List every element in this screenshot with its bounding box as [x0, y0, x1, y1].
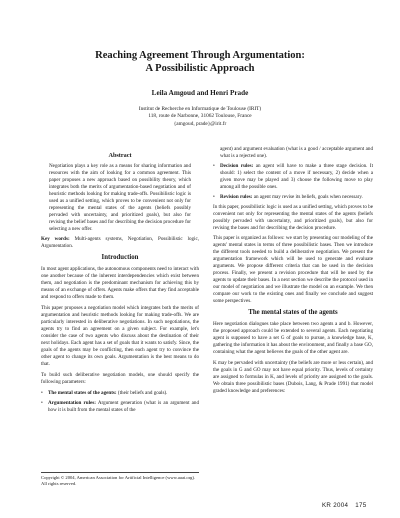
- bullet-decision-rules: [213, 163, 373, 191]
- title-line-1: Reaching Agreement Through Argumentation:: [95, 50, 305, 61]
- bullet-argumentation-continued: agent) and argument evaluation (what is a good / acceptable argument and what is a rejected one).: [220, 146, 373, 159]
- copyright-notice: Copyright © 2004, American Association for Artificial Intelligence (www.aaai.org). All rights reserved.: [41, 472, 199, 487]
- intro-paragraph-2: This paper proposes a negotiation model which integrates both the merits of argumentation and heuristic methods looking for making trade-offs. We are particularly interested in deliberative negotiations. In such negotiations, the agents try to find an agreement on a given subject. For example, let's consider the case of two agents who discuss about the destination of their next holidays. Each agent has a set of goals that it wants to satisfy. Since, the goals of the agents may be conflicting, then each agent try to convince the other agent to change its own goals. Argumentation is the best means to do that.: [41, 305, 199, 367]
- abstract-heading: Abstract: [108, 152, 132, 159]
- affiliation-line-1: Institut de Recherche en Informatique de Toulouse (IRIT): [138, 106, 262, 112]
- bullet-argumentation-rules: [41, 400, 199, 414]
- footer-page-number: 175: [355, 502, 367, 509]
- intro-paragraph-3: To build such deliberative negotiation models, one should specify the following parameters:: [41, 371, 199, 385]
- paper-title: [0, 50, 400, 75]
- bullet-argumentation-text: Argument generation (what is an argument and how it is built from the mental states of the: [48, 399, 199, 413]
- left-column: [41, 153, 199, 416]
- right-paragraph-1: In this paper, possibilistic logic is used as a unified setting, which proves to be convenient not only for representing the mental states of the agents (beliefs possibly pervaded with uncertainty, and prioritized goals), but also for revising the bases and for describing the decision procedure.: [213, 203, 373, 231]
- keywords-text: Multi-agents systems, Negotiation, Possibilistic logic, Argumentation.: [41, 236, 200, 250]
- affiliation-email: {amgoud, prade}@irit.fr: [173, 120, 227, 127]
- right-paragraph-4: K may be pervaded with uncertainty (the beliefs are more or less certain), and the goals in G and GO may not have equal priority. Thus, levels of certainty are assigned to formulas in K, and levels of priority are assigned to the goals. We obtain three possibilistic bases (Dubois, Lang, & Prade 1991) that model graded knowledge and preferences:: [213, 359, 373, 394]
- authors: Leila Amgoud and Henri Prade: [151, 89, 249, 97]
- abstract-text: Negotiation plays a key role as a means for sharing information and resources with the aim of looking for a common agreement. This paper proposes a new approach based on possibility theory, which integrates both the merits of argumentation-based negotiation and of heuristic methods looking for making trade-offs. Possibilistic logic is used as a unified setting, which proves to be convenient not only for representing the mental states of the agents (beliefs possibly pervaded with uncertainty, and prioritized goals), but also for revising the belief bases and for describing the decision procedure for selecting a new offer.: [49, 162, 192, 232]
- bullet-mental-states-label: The mental states of the agents:: [48, 389, 117, 396]
- keywords-label: Key words:: [41, 236, 70, 243]
- right-paragraph-2: This paper is organized as follows: we start by presenting our modeling of the agents' mental states in terms of three possibilistic bases. Then we introduce the different tools needed to build a deliberative negotiation. We present the argumentation framework which will be used to generate and evaluate arguments. We propose different criteria that can be used in the decision process. Finally, we present a revision procedure that will be used by the agents to update their bases. In a next section we describe the protocol used in our model of negotiation and we illustrate the model on an example. We then compare our work to the existing ones and finally we conclude and suggest some perspectives.: [213, 235, 373, 305]
- affiliation-line-2: 118, route de Narbonne, 31062 Toulouse, France: [148, 113, 252, 120]
- right-paragraph-3: Here negotiation dialogues take place between two agents a and b. However, the proposed approach could be extended to several agents. Each negotiating agent is supposed to have a set G of goals to pursue, a knowledge base, K, gathering the information it has about the environment, and finally a base GO, containing what the agent believes the goals of the other agent are.: [213, 320, 373, 355]
- abstract-section: [41, 153, 199, 232]
- introduction-heading: Introduction: [101, 254, 139, 262]
- keywords: [41, 236, 199, 250]
- bullet-mental-states-text: (their beliefs and goals).: [117, 389, 168, 396]
- affiliation: [0, 106, 400, 128]
- footer-venue: KR 2004: [322, 502, 349, 509]
- right-column: [213, 146, 373, 399]
- bullet-revision-label: Revision rules:: [220, 193, 253, 200]
- bullet-revision-text: an agent may revise its beliefs, goals when necessary.: [253, 193, 363, 200]
- bullet-revision-rules: [213, 194, 373, 201]
- mental-states-heading: The mental states of the agents: [248, 309, 338, 317]
- bullet-argumentation-label: Argumentation rules:: [48, 399, 96, 406]
- page-footer: [322, 502, 366, 509]
- intro-paragraph-1: In most agent applications, the autonomous components need to interact with one another because of the inherent interdependencies which exist between them, and negotiation is the predominant mechanism for achieving this by means of an exchange of offers. Agents make offers that they find acceptable and respond to offers made to them.: [41, 266, 199, 301]
- bullet-decision-text: an agent will have to make a three stage decision. It should: 1) select the content of a move if necessary, 2) decide when a given move may be played and 3) choose the following move to play among all the possible ones.: [220, 162, 374, 190]
- bullet-decision-label: Decision rules:: [220, 162, 254, 169]
- bullet-mental-states: [41, 390, 199, 397]
- title-line-2: A Possibilistic Approach: [145, 62, 255, 74]
